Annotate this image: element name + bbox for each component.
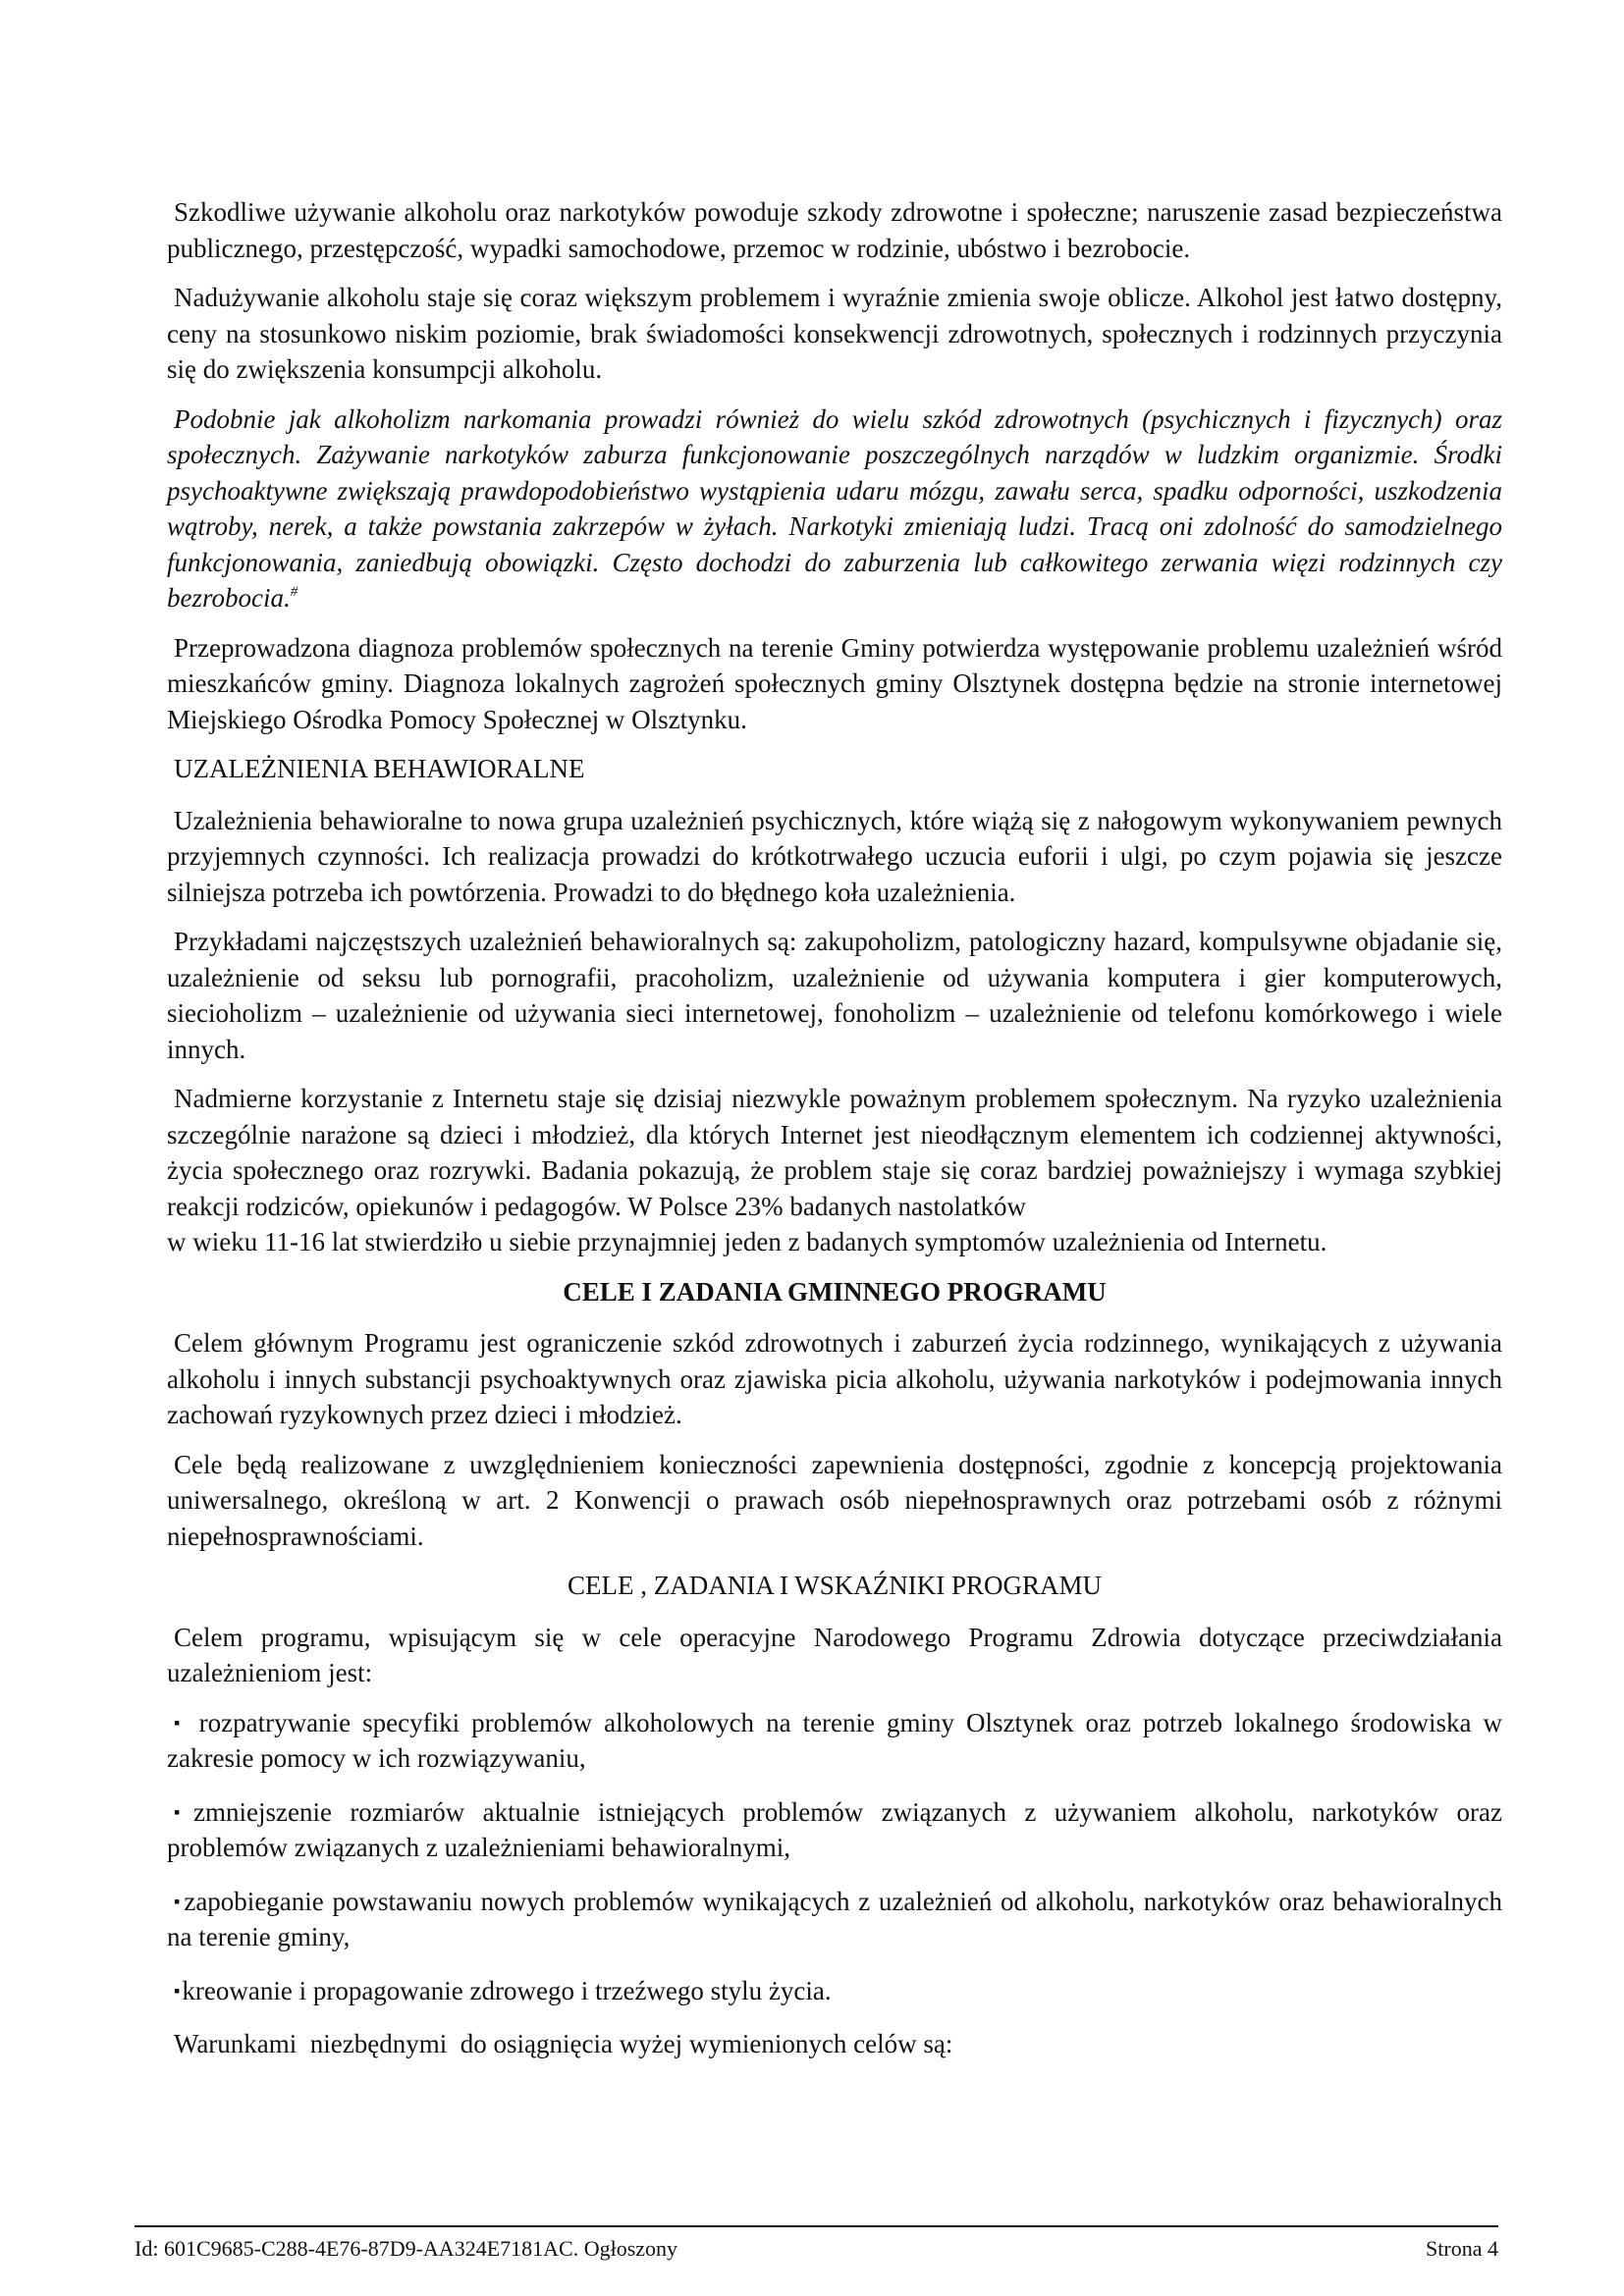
heading-behavioral-addictions: UZALEŻNIENIA BEHAWIORALNE [174,754,585,783]
list-item-text: rozpatrywanie specyfiki problemów alkoholowych na terenie gminy Olsztynek oraz potrzeb lokalnego środowiska w zakresie pomocy w ich rozwiązywaniu, [167,1707,1502,1773]
paragraph-accessibility: Cele będą realizowane z uwzględnieniem konieczności zapewnienia dostępności, zgodnie z koncepcją projektowania uniwersalnego, określoną w art. 2 Konwencji o prawach osób niepełnosprawnych oraz potrzebami osób z różnymi niepełnosprawnościami. [167,1449,1502,1551]
heading-program-goals-tasks: CELE I ZADANIA GMINNEGO PROGRAMU [563,1276,1107,1307]
bullet-icon: ▪ [174,1801,192,1822]
bullet-icon: ▪ [174,1891,183,1911]
paragraph-conditions: Warunkami niezbędnymi do osiągnięcia wyżej wymienionych celów są: [174,2029,953,2058]
paragraph-harmful-use: Szkodliwe używanie alkoholu oraz narkotyków powoduje szkody zdrowotne i społeczne; naruszenie zasad bezpieczeństwa publicznego, przestępczość, wypadki samochodowe, przemoc w rodzinie, ubóstwo i bezrobocie. [167,197,1502,263]
paragraph-diagnosis: Przeprowadzona diagnoza problemów społecznych na terenie Gminy potwierdza występowanie problemu uzależnień wśród mieszkańców gminy. Diagnoza lokalnych zagrożeń społecznych gminy Olsztynek dostępna będzie na stronie internetowej Miejskiego Ośrodka Pomocy Społecznej w Olsztynku. [167,632,1502,734]
document-id: Id: 601C9685-C288-4E76-87D9-AA324E7181AC. Ogłoszony [135,2236,678,2261]
bullet-icon: ▪ [174,1712,186,1733]
page-footer [135,2236,1498,2262]
paragraph-main-goal: Celem głównym Programu jest ograniczenie szkód zdrowotnych i zaburzeń życia rodzinnego, wynikających z używania alkoholu i innych substancji psychoaktywnych oraz zjawiska picia alkoholu, używania narkotyków i podejmowania innych zachowań ryzykownych przez dzieci i młodzież. [167,1328,1502,1429]
paragraph-drug-addiction [167,401,1502,616]
list-item-text: zmniejszenie rozmiarów aktualnie istniejących problemów związanych z używaniem alkoholu, narkotyków oraz problemów związanych z uzależnieniami behawioralnymi, [167,1796,1503,1862]
list-item [167,1794,1502,1866]
heading-program-goals-indicators: CELE , ZADANIA I WSKAŹNIKI PROGRAMU [568,1571,1102,1600]
list-item [167,1884,1502,1955]
list-item [167,1973,1502,2009]
bullet-icon: ▪ [174,1980,181,2001]
paragraph-internet-overuse-continued: w wieku 11-16 lat stwierdziło u siebie przynajmniej jeden z badanych symptomów uzależnienia od Internetu. [167,1227,1327,1256]
list-item-text: kreowanie i propagowanie zdrowego i trzeźwego stylu życia. [182,1975,832,2005]
paragraph-behavioral-definition: Uzależnienia behawioralne to nowa grupa uzależnień psychicznych, które wiążą się z nałogowym wykonywaniem pewnych przyjemnych czynności. Ich realizacja prowadzi do krótkotrwałego uczucia euforii i ulgi, po czym pojawia się jeszcze silniejsza potrzeba ich powtórzenia. Prowadzi to do błędnego koła uzależnienia. [167,805,1502,907]
list-item-text: zapobieganie powstawaniu nowych problemów wynikających z uzależnień od alkoholu, narkotyków oraz behawioralnych na terenie gminy, [167,1886,1502,1951]
list-item [167,1705,1502,1777]
paragraph-program-goal-intro: Celem programu, wpisującym się w cele operacyjne Narodowego Programu Zdrowia dotyczące przeciwdziałania uzależnieniom jest: [167,1622,1502,1687]
paragraph-alcohol-abuse: Nadużywanie alkoholu staje się coraz większym problemem i wyraźnie zmienia swoje oblicze. Alkohol jest łatwo dostępny, ceny na stosunkowo niskim poziomie, brak świadomości konsekwencji zdrowotnych, społecznych i rodzinnych przyczynia się do zwiększenia konsumpcji alkoholu. [167,283,1502,384]
paragraph-behavioral-examples: Przykładami najczęstszych uzależnień behawioralnych są: zakupoholizm, patologiczny hazard, kompulsywne objadanie się, uzależnienie od seksu lub pornografii, pracoholizm, uzależnienie od używania komputera i gier komputerowych, siecioholizm – uzależnienie od używania sieci internetowej, fonoholizm – uzależnienie od telefonu komórkowego i wiele innych. [167,927,1502,1064]
document-page [167,194,1502,2076]
paragraph-drug-addiction-text: Podobnie jak alkoholizm narkomania prowadzi również do wielu szkód zdrowotnych (psychicznych i fizycznych) oraz społecznych. Zażywanie narkotyków zaburza funkcjonowanie poszczególnych narządów w ludzkim organizmie. Środki psychoaktywne zwiększają prawdopodobieństwo wystąpienia udaru mózgu, zawału serca, spadku odporności, uszkodzenia wątroby, nerek, a także powstania zakrzepów w żyłach. Narkotyki zmieniają ludzi. Tracą oni zdolność do samodzielnego funkcjonowania, zaniedbują obowiązki. Często dochodzi do zaburzenia lub całkowitego zerwania więzi rodzinnych czy bezrobocia. [167,403,1502,613]
footnote-marker: # [290,584,298,600]
page-number: Strona 4 [1426,2236,1498,2261]
footer-divider [135,2225,1498,2227]
paragraph-internet-overuse: Nadmierne korzystanie z Internetu staje się dzisiaj niezwykle poważnym problemem społecznym. Na ryzyko uzależnienia szczególnie narażone są dzieci i młodzież, dla których Internet jest nieodłącznym elementem ich codziennej aktywności, życia społecznego oraz rozrywki. Badania pokazują, że problem staje się coraz bardziej poważniejszy i wymaga szybkiej reakcji rodziców, opiekunów i pedagogów. W Polsce 23% badanych nastolatków [167,1084,1502,1221]
